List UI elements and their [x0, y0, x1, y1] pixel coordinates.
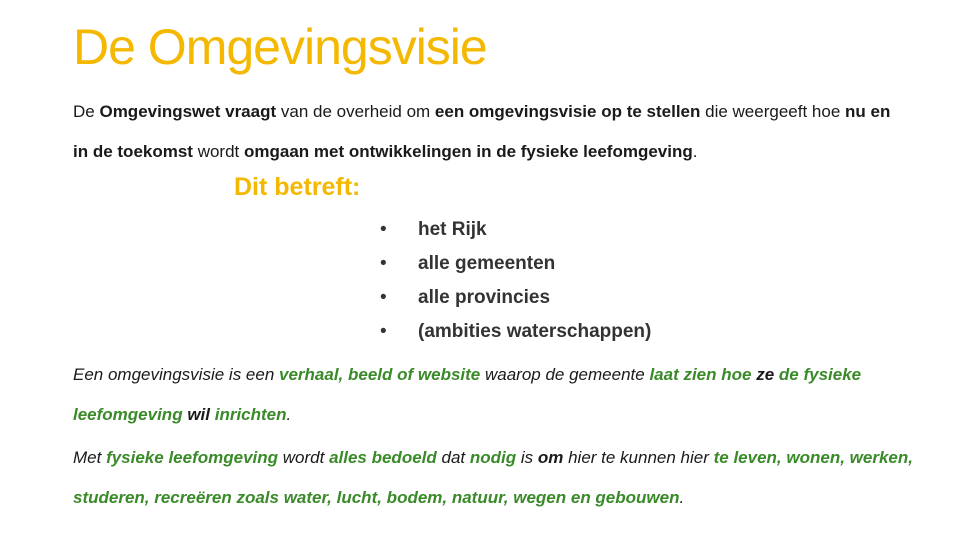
- intro-emphasis: Omgevingswet vraagt: [99, 102, 277, 121]
- intro-paragraph: [73, 92, 893, 172]
- list-item-label: (ambities waterschappen): [418, 321, 652, 342]
- para-text: is: [516, 448, 538, 467]
- para-bold-emphasis: wil: [187, 405, 210, 424]
- para-text: Een omgevingsvisie is een: [73, 365, 280, 384]
- para-green-emphasis: fysieke leefomgeving: [106, 448, 279, 467]
- section-heading: Dit betreft:: [234, 173, 361, 201]
- list-item: [380, 247, 651, 281]
- para-text: .: [286, 405, 292, 424]
- para-green-emphasis: de fysieke leefomgeving: [73, 365, 862, 424]
- intro-text: wordt: [192, 142, 244, 161]
- para-green-emphasis: inrichten: [214, 405, 287, 424]
- list-item-label: alle provincies: [418, 287, 551, 308]
- bullet-icon: •: [380, 321, 387, 342]
- para-text: wordt: [278, 448, 330, 467]
- scope-list: [380, 213, 651, 349]
- intro-emphasis: nu en in de toekomst: [73, 102, 891, 161]
- list-item: [380, 213, 651, 247]
- para-green-emphasis: alles bedoeld: [329, 448, 437, 467]
- bullet-icon: •: [380, 219, 387, 240]
- intro-text: die weergeeft hoe: [700, 102, 845, 121]
- intro-text: van de overheid om: [276, 102, 435, 121]
- page-title: De Omgevingsvisie: [73, 19, 487, 75]
- definition-paragraph: [73, 355, 913, 435]
- list-item-label: het Rijk: [418, 219, 487, 240]
- para-green-emphasis: te leven, wonen, werken, studeren, recreëren zoals water, lucht, bodem, natuur, wegen en gebouwen: [73, 448, 913, 507]
- para-bold-emphasis: om: [537, 448, 564, 467]
- para-green-emphasis: laat zien hoe: [649, 365, 752, 384]
- list-item: [380, 281, 651, 315]
- intro-emphasis: omgaan met ontwikkelingen in de fysieke leefomgeving: [244, 142, 693, 161]
- para-bold-emphasis: ze: [756, 365, 775, 384]
- para-text: waarop de gemeente: [480, 365, 650, 384]
- para-text: hier te kunnen hier: [563, 448, 714, 467]
- intro-emphasis: een omgevingsvisie op te stellen: [434, 102, 701, 121]
- list-item: [380, 315, 651, 349]
- bullet-icon: •: [380, 253, 387, 274]
- bullet-icon: •: [380, 287, 387, 308]
- list-item-label: alle gemeenten: [418, 253, 556, 274]
- intro-text: .: [692, 142, 698, 161]
- para-green-emphasis: nodig: [469, 448, 517, 467]
- para-text: Met: [73, 448, 107, 467]
- para-text: dat: [436, 448, 470, 467]
- para-text: .: [679, 488, 685, 507]
- intro-text: De: [73, 102, 100, 121]
- explanation-paragraph: [73, 438, 913, 518]
- para-green-emphasis: verhaal, beeld of website: [279, 365, 481, 384]
